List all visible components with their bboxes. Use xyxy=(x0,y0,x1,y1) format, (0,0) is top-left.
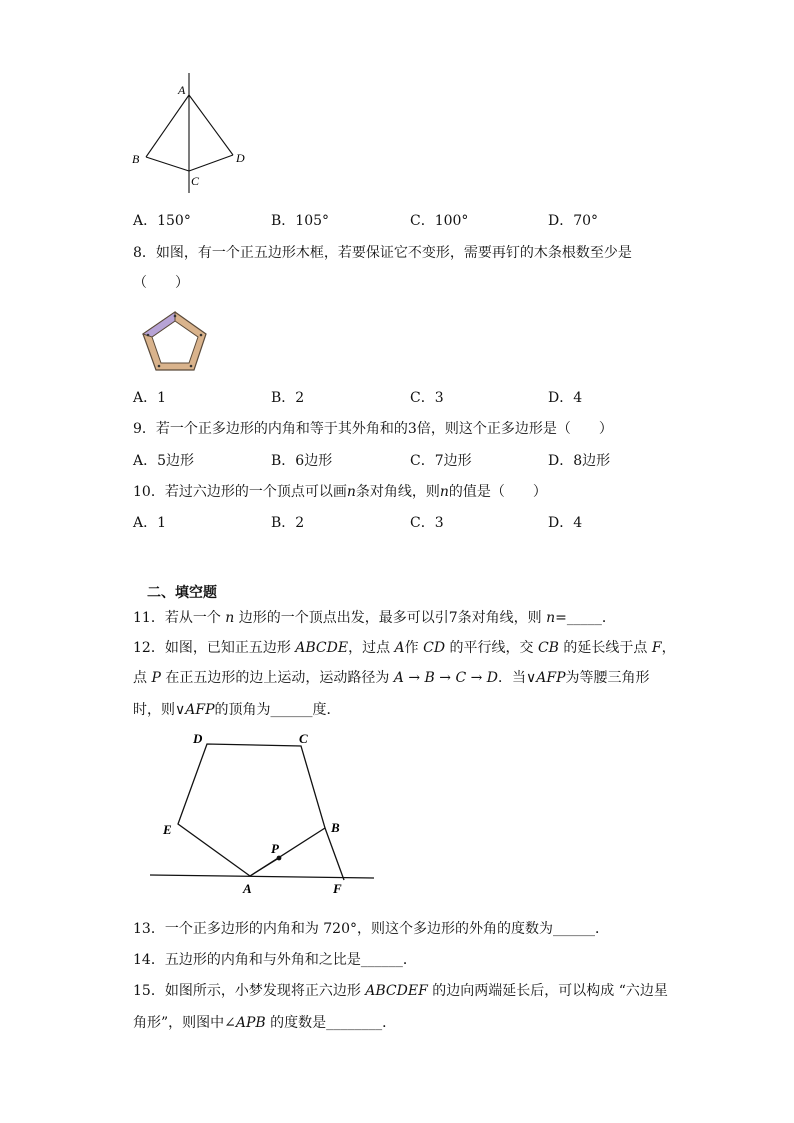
q12-var: F xyxy=(651,640,662,656)
q12-line-2 xyxy=(133,668,650,688)
q11-question xyxy=(133,608,616,628)
q12-var: CD xyxy=(423,640,446,656)
q12-var: ABCDE xyxy=(295,640,349,656)
q10-option-d: D．4 xyxy=(548,515,583,531)
q15-text: 角形”，则图中∠ xyxy=(133,1015,236,1031)
fig7-label-d: D xyxy=(236,151,245,165)
q8-answer-blank: （ ） xyxy=(133,275,189,291)
q12-var: AFP xyxy=(536,670,566,686)
q10-text-a: 10．若过六边形的一个顶点可以画 xyxy=(133,484,347,500)
q12-path: A → B → C → D xyxy=(393,670,499,686)
q13-question: 13．一个正多边形的内角和为 720°，则这个多边形的外角的度数为______． xyxy=(133,921,609,937)
q15-line-2 xyxy=(133,1013,396,1033)
q10-var-n2: n xyxy=(439,484,449,500)
q7-figure xyxy=(125,65,255,200)
fig12-label-d: D xyxy=(193,731,203,746)
q8-option-d: D．4 xyxy=(548,390,583,406)
q15-text: 的边向两端延长后，可以构成 “六边星 xyxy=(427,983,668,999)
q10-question xyxy=(133,482,547,502)
q12-text: ， xyxy=(661,640,676,656)
q12-var: A xyxy=(394,640,405,656)
q12-text: 点 xyxy=(133,670,152,686)
q9-option-c: C．7边形 xyxy=(410,453,472,469)
q15-line-1 xyxy=(133,981,668,1001)
q12-text: 的延长线于点 xyxy=(558,640,652,656)
fig7-label-a: A xyxy=(178,83,186,97)
q8-question: 8．如图，有一个正五边形木框，若要保证它不变形，需要再钉的木条根数至少是 xyxy=(133,245,632,261)
fig12-label-a: A xyxy=(243,881,252,896)
q12-line-1 xyxy=(133,638,676,658)
q12-text: ，过点 xyxy=(348,640,395,656)
q12-text: 的平行线，交 xyxy=(445,640,538,656)
q8-pentagon-figure xyxy=(138,305,212,375)
q12-var: AFP xyxy=(185,702,215,718)
fig7-label-b: B xyxy=(132,152,140,166)
q9-option-a: A．5边形 xyxy=(133,453,195,469)
q7-option-a: A．150° xyxy=(133,213,191,229)
q9-question: 9．若一个正多边形的内角和等于其外角和的3倍，则这个正多边形是（ ） xyxy=(133,421,613,437)
q12-text: 在正五边形的边上运动，运动路径为 xyxy=(160,670,394,686)
q11-text-a: 11．若从一个 xyxy=(133,610,226,626)
q10-option-a: A．1 xyxy=(133,515,167,531)
q15-text: 15．如图所示，小梦发现将正六边形 xyxy=(133,983,366,999)
q12-line-3 xyxy=(133,700,341,720)
q11-var-n: n xyxy=(225,610,235,626)
fig12-label-p: P xyxy=(271,841,279,856)
q12-text: 为等腰三角形 xyxy=(565,670,650,686)
q15-text: 的度数是________． xyxy=(265,1015,397,1031)
q10-text-c: 的值是（ ） xyxy=(448,484,547,500)
q12-text: 作 xyxy=(404,640,424,656)
q15-var: ABCDEF xyxy=(365,983,428,999)
q14-question: 14．五边形的内角和与外角和之比是______． xyxy=(133,952,417,968)
q7-option-b: B．105° xyxy=(271,213,330,229)
q12-figure xyxy=(145,728,380,900)
section-title: 二、填空题 xyxy=(147,585,217,601)
q12-text: 12．如图，已知正五边形 xyxy=(133,640,296,656)
fig12-label-f: F xyxy=(333,881,342,896)
q9-option-d: D．8边形 xyxy=(548,453,611,469)
q12-text: 的顶角为______度． xyxy=(214,702,341,718)
q10-option-c: C．3 xyxy=(410,515,444,531)
fig12-label-c: C xyxy=(299,731,308,746)
q11-text-c: =_____． xyxy=(555,610,616,626)
fig12-label-b: B xyxy=(331,820,340,835)
q9-option-b: B．6边形 xyxy=(271,453,333,469)
q8-option-a: A．1 xyxy=(133,390,167,406)
q8-option-c: C．3 xyxy=(410,390,444,406)
q7-option-d: D．70° xyxy=(548,213,599,229)
q10-text-b: 条对角线，则 xyxy=(355,484,440,500)
q12-var: P xyxy=(151,670,161,686)
q10-option-b: B．2 xyxy=(271,515,305,531)
q12-text: 时，则∨ xyxy=(133,702,186,718)
q8-option-b: B．2 xyxy=(271,390,305,406)
q10-var-n1: n xyxy=(346,484,356,500)
q11-var-n2: n xyxy=(546,610,556,626)
q11-text-b: 边形的一个顶点出发，最多可以引7条对角线，则 xyxy=(234,610,547,626)
q12-var: CB xyxy=(537,640,559,656)
fig12-label-e: E xyxy=(163,822,172,837)
q7-option-c: C．100° xyxy=(410,213,469,229)
q12-text: ．当∨ xyxy=(498,670,537,686)
fig7-label-c: C xyxy=(191,174,200,188)
q15-var: APB xyxy=(235,1015,266,1031)
